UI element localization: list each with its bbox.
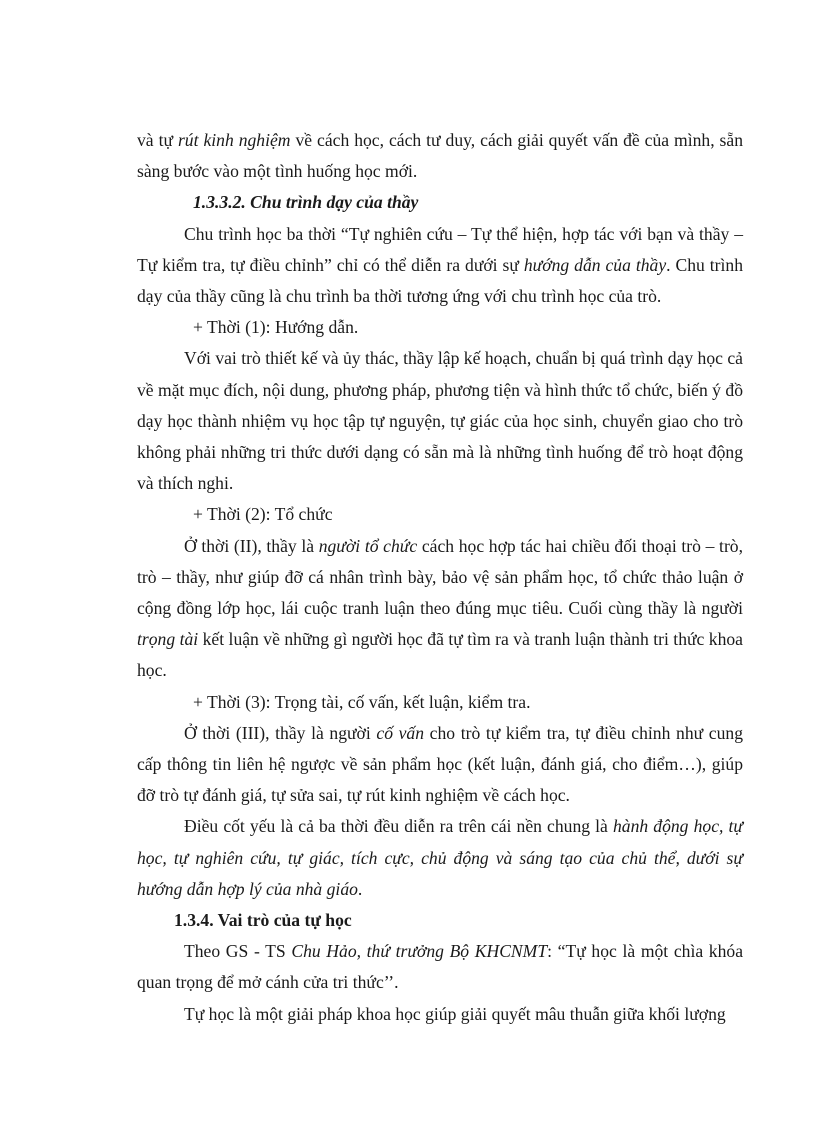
emphasis-trong-tai: trọng tài <box>137 629 199 650</box>
emphasis-huong-dan-cua-thay: hướng dẫn của thầy <box>523 254 667 275</box>
emphasis-chu-hao: Chu Hảo, thứ trưởng Bộ KHCNMT <box>291 941 548 962</box>
paragraph-chu-trinh-hoc: Chu trình học ba thời “Tự nghiên cứu – Tự thể hiện, hợp tác với bạn và thầy – Tự kiểm tra, tự điều chỉnh” chỉ có thể diễn ra dưới sự hướng dẫn của thầy. Chu trình dạy của thầy cũng là chu trình ba thời tương ứng với chu trình học của trò. <box>137 223 743 307</box>
section-heading-134: 1.3.4. Vai trò của tự học <box>174 910 352 931</box>
phase-1-label: + Thời (1): Hướng dẫn. <box>193 317 359 338</box>
paragraph-key-point: Điều cốt yếu là cả ba thời đều diễn ra trên cái nền chung là hành động học, tự học, tự nghiên cứu, tự giác, tích cực, chủ động và sáng tạo của chủ thể, dưới sự hướng dẫn hợp lý của nhà giáo. <box>137 816 743 899</box>
paragraph-phase-1: Với vai trò thiết kế và ủy thác, thầy lập kế hoạch, chuẩn bị quá trình dạy học cả về mặt mục đích, nội dung, phương pháp, phương tiện và hình thức tổ chức, biến ý đồ dạy học thành nhiệm vụ học tập tự nguyện, tự giác của học sinh, chuyển giao cho trò không phải những tri thức dưới dạng có sẵn mà là những tình huống để trò hoạt động và thích nghi. <box>137 348 743 494</box>
paragraph-quote-chu-hao: Theo GS - TS Chu Hảo, thứ trưởng Bộ KHCNMT: “Tự học là một chìa khóa quan trọng để mở cánh cửa tri thức’’. <box>137 941 743 993</box>
emphasis-hanh-dong-hoc: hành động học, tự học, tự nghiên cứu, tự giác, tích cực, chủ động và sáng tạo của chủ thể, dưới sự hướng dẫn hợp lý của nhà giáo <box>137 816 743 899</box>
section-heading-1332: 1.3.3.2. Chu trình dạy của thầy <box>193 192 419 213</box>
paragraph-tu-hoc-giai-phap: Tự học là một giải pháp khoa học giúp giải quyết mâu thuẫn giữa khối lượng <box>184 1003 726 1024</box>
paragraph-phase-3: Ở thời (III), thầy là người cố vấn cho trò tự kiểm tra, tự điều chỉnh như cung cấp thông tin liên hệ ngược về sản phẩm học (kết luận, đánh giá, cho điểm…), giúp đỡ trò tự đánh giá, tự sửa sai, tự rút kinh nghiệm về cách học. <box>137 722 743 806</box>
paragraph-continuation: và tự rút kinh nghiệm về cách học, cách tư duy, cách giải quyết vấn đề của mình, sẵn sàng bước vào một tình huống học mới. <box>137 130 743 182</box>
phase-2-label: + Thời (2): Tổ chức <box>193 504 333 525</box>
emphasis-nguoi-to-chuc: người tổ chức <box>318 535 418 556</box>
emphasis-co-van: cố vấn <box>376 722 425 743</box>
paragraph-phase-2: Ở thời (II), thầy là người tổ chức cách học hợp tác hai chiều đối thoại trò – trò, trò – thầy, như giúp đỡ cá nhân trình bày, bảo vệ sản phẩm học, tổ chức thảo luận ở cộng đồng lớp học, lái cuộc tranh luận theo đúng mục tiêu. Cuối cùng thầy là người trọng tài kết luận về những gì người học đã tự tìm ra và tranh luận thành tri thức khoa học. <box>137 535 743 681</box>
phase-3-label: + Thời (3): Trọng tài, cố vấn, kết luận, kiểm tra. <box>193 691 531 712</box>
emphasis-rut-kinh-nghiem: rút kinh nghiệm <box>177 130 291 150</box>
page-body <box>137 125 743 1030</box>
